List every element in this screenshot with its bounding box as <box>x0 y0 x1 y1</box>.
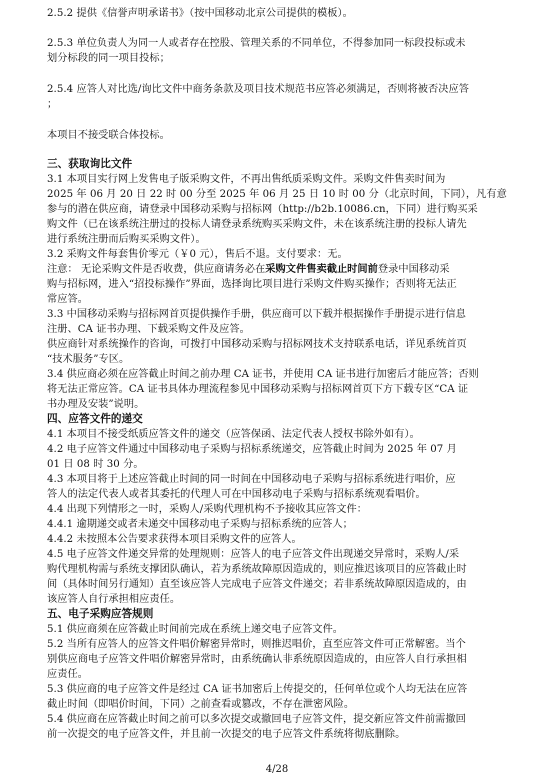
section-5-heading: 五、电子采购应答规则 <box>47 608 154 620</box>
text-line: 该应答人自行承担相应责任。 <box>47 594 181 605</box>
text-line: 4.2 电子应答文件通过中国移动电子采购与招标系统递交，应答截止时间为 2025 年 07 月 <box>47 444 457 455</box>
clause-2-5-4: 2.5.4 应答人对比选/询比文件中商务条款及项目技术规范书应答必须满足，否则将被否决应答 <box>47 84 469 95</box>
text-line: 书办理及安装”说明。 <box>47 399 145 410</box>
text-line: 购代理机构需与系统支撑团队确认，若为系统故障原因造成的，则应推迟该项目的应答截止时 <box>47 564 467 575</box>
text-line: “技术服务”专区。 <box>47 354 130 365</box>
text-line: 常应答。 <box>47 294 88 305</box>
text-line: 4.5 电子应答文件递交异常的处理规则：应答人的电子应答文件出现递交异常时，采购人/采 <box>47 549 460 560</box>
text-line: 3.2 采购文件每套售价零元（￥0 元），售后不退。支付要求：无。 <box>47 249 348 260</box>
text-line: 前一次提交的电子应答文件，并且前一次提交的电子应答文件系统将彻底删除。 <box>47 729 406 740</box>
notice-text: 注意： 无论采购文件是否收费，供应商请务必在 <box>47 264 266 275</box>
text-line: 注册、CA 证书办理、下载采购文件及应答。 <box>47 324 250 335</box>
text-line: 参与的潜在供应商，请登录中国移动采购与招标网（http://b2b.10086.cn，下同）进行购买采 <box>47 204 478 215</box>
text-line: 3.1 本项目实行网上发售电子版采购文件，不再出售纸质采购文件。采购文件售卖时间为 <box>47 174 446 185</box>
text-line: 间（具体时间另行通知）直至该应答人完成电子应答文件递交；若非系统故障原因造成的，由 <box>47 579 467 590</box>
text-line: 将无法正常应答。CA 证书具体办理流程参见中国移动采购与招标网首页下方下载专区“CA 证 <box>47 384 469 395</box>
clause-2-5-4-cont: ； <box>47 99 58 110</box>
page-number: 4/28 <box>265 764 289 775</box>
text-line: 截止时间（即唱价时间，下同）之前查看或篡改，不存在泄密风险。 <box>47 699 355 710</box>
text-line: 5.2 当所有应答人的应答文件唱价解密异常时，则推迟唱价，直至应答文件可正常解密。当个 <box>47 639 466 650</box>
text-line: 5.3 供应商的电子应答文件是经过 CA 证书加密后上传提交的，任何单位或个人均无法在应答 <box>47 684 468 695</box>
text-line: 供应商针对系统操作的咨询，可拨打中国移动采购与招标网技术支持联系电话，详见系统首页 <box>47 339 467 350</box>
text-line: 4.1 本项目不接受纸质应答文件的递交（应答保函、法定代表人授权书除外如有）。 <box>47 429 420 440</box>
text-line: 答人的法定代表人或者其委托的代理人可在中国移动电子采购与招标系统观看唱价。 <box>47 489 426 500</box>
text-line: 3.3 中国移动采购与招标网首页提供操作手册，供应商可以下载并根据操作手册提示进行信息 <box>47 309 466 320</box>
text-line: 购与招标网，进入“招投标操作”界面，选择询比项目进行采购文件购买操作；否则将无法正 <box>47 279 457 290</box>
text-line: 4.3 本项目将于上述应答截止时间的同一时间在中国移动电子采购与招标系统进行唱价，应 <box>47 474 456 485</box>
no-consortium-note: 本项目不接受联合体投标。 <box>47 130 170 141</box>
text-line: 购文件（已在该系统注册过的投标人请登录系统购买采购文件，未在该系统注册的投标人请先 <box>47 219 467 230</box>
text-line: 3.4 供应商必须在应答截止时间之前办理 CA 证书，并使用 CA 证书进行加密后才能应答；否则 <box>47 369 479 380</box>
clause-2-5-2: 2.5.2 提供《信誉声明承诺书》（按中国移动北京公司提供的模板）。 <box>47 8 353 19</box>
clause-2-5-3-cont: 划分标段的同一项目投标； <box>47 53 170 64</box>
text-line: 2025 年 06 月 20 日 22 时 00 分至 2025 年 06 月 25 日 10 时 00 分（北京时间，下同），凡有意 <box>47 189 507 200</box>
notice-text-tail: 登录中国移动采 <box>377 264 450 275</box>
deadline-emphasis: 采购文件售卖截止时间前 <box>265 263 378 275</box>
text-line: 4.4.1 逾期递交或者未递交中国移动电子采购与招标系统的应答人； <box>47 519 353 530</box>
section-3-heading: 三、获取询比文件 <box>47 158 133 170</box>
text-line: 5.4 供应商在应答截止时间之前可以多次提交或撤回电子应答文件，提交新应答文件前需撤回 <box>47 714 466 725</box>
notice-line <box>47 262 450 277</box>
text-line: 应责任。 <box>47 669 88 680</box>
text-line: 进行系统注册而后购买采购文件）。 <box>47 234 206 245</box>
text-line: 别供应商电子应答文件唱价解密异常时，由系统确认非系统原因造成的，由应答人自行承担相 <box>47 654 467 665</box>
text-line: 5.1 供应商须在应答截止时间前完成在系统上递交电子应答文件。 <box>47 624 344 635</box>
text-line: 4.4 出现下列情形之一时，采购人/采购代理机构不予接收其应答文件： <box>47 504 368 515</box>
text-line: 4.4.2 未按照本公告要求获得本项目采购文件的应答人。 <box>47 534 302 545</box>
text-line: 01 日 08 时 30 分。 <box>47 459 144 470</box>
clause-2-5-3: 2.5.3 单位负责人为同一人或者存在控股、管理关系的不同单位，不得参加同一标段投标或未 <box>47 38 466 49</box>
section-4-heading: 四、应答文件的递交 <box>47 413 143 425</box>
